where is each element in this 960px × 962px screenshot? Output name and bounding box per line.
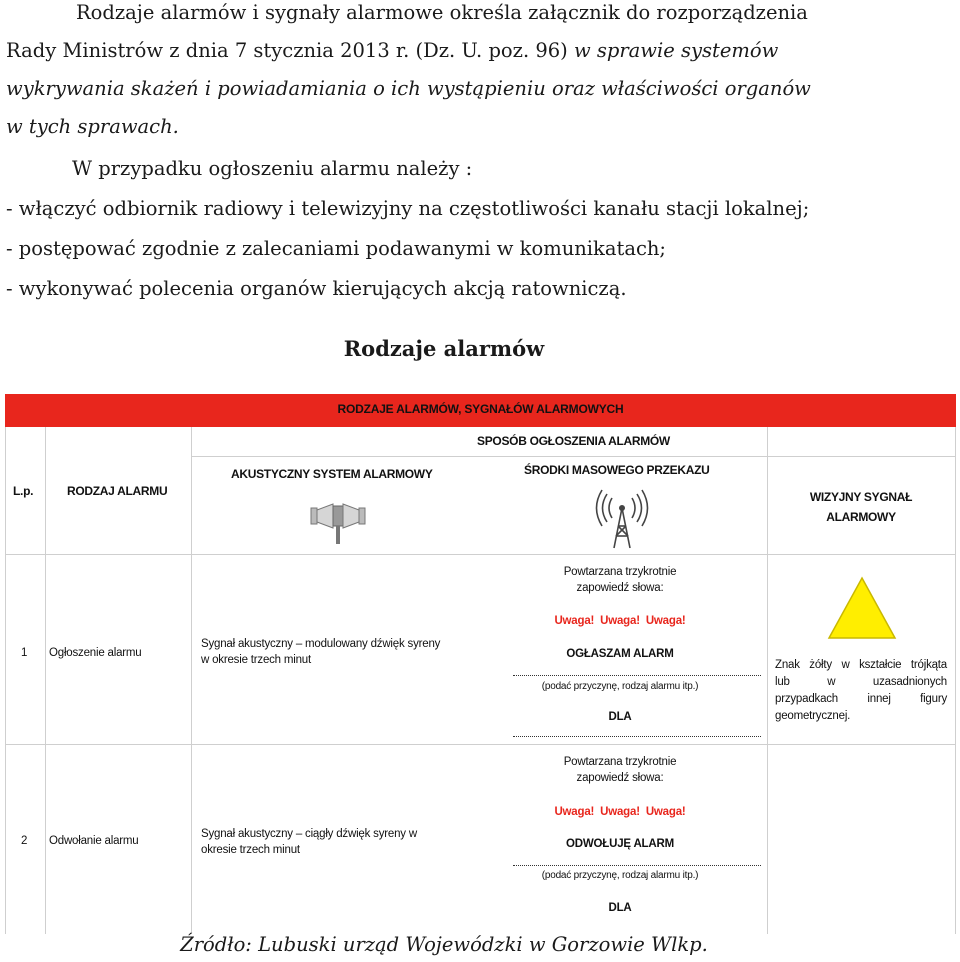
intro-line-1: Rodzaje alarmów i sygnały alarmowe określa załącznik do rozporządzenia — [76, 1, 808, 24]
antenna-icon — [595, 486, 649, 550]
row-2-media-announce: ODWOŁUJĘ ALARM — [566, 838, 674, 850]
row-2-acoustic-2: okresie trzech minut — [201, 844, 300, 856]
row-2-media-warning: Uwaga! Uwaga! Uwaga! — [554, 806, 686, 818]
row-2-lp: 2 — [21, 835, 28, 847]
instruction-item: - włączyć odbiornik radiowy i telewizyjny na częstotliwości kanału stacji lokalnej; — [6, 197, 810, 220]
row-1-media-for: DLA — [608, 711, 632, 723]
row-2-media-line-1: Powtarzana trzykrotnie — [563, 756, 677, 768]
row-1-visual-4: geometrycznej. — [775, 710, 851, 722]
header-lp: L.p. — [13, 484, 34, 498]
row-1-acoustic: Sygnał akustyczny – modulowany dźwięk syreny — [201, 638, 441, 650]
source-caption: Źródło: Lubuski urząd Wojewódzki w Gorzowie Wlkp. — [180, 933, 708, 956]
row-1-type: Ogłoszenie alarmu — [49, 647, 142, 659]
row-2-media-hint: (podać przyczynę, rodzaj alarmu itp.) — [541, 870, 699, 881]
row-2-media-line-2: zapowiedź słowa: — [576, 772, 664, 784]
alarm-table — [5, 394, 956, 934]
row-1-lp: 1 — [21, 647, 28, 659]
header-type: RODZAJ ALARMU — [67, 484, 168, 498]
instructions-heading: W przypadku ogłoszeniu alarmu należy : — [72, 157, 473, 180]
row-2-media-for: DLA — [608, 902, 632, 914]
row-1-visual-1: Znak żółty w kształcie trójkąta — [775, 659, 947, 671]
row-1-media-hint: (podać przyczynę, rodzaj alarmu itp.) — [541, 681, 699, 692]
instruction-item: - wykonywać polecenia organów kierujących akcją ratowniczą. — [6, 277, 627, 300]
header-method: SPOSÓB OGŁOSZENIA ALARMÓW — [477, 434, 670, 448]
warning-triangle-icon — [826, 575, 898, 641]
intro-line-2: Rady Ministrów z dnia 7 stycznia 2013 r. (Dz. U. poz. 96) w sprawie systemów — [6, 39, 779, 62]
instruction-item: - postępować zgodnie z zalecaniami podawanymi w komunikatach; — [6, 237, 667, 260]
section-title: Rodzaje alarmów — [343, 336, 545, 361]
row-1-media-warning: Uwaga! Uwaga! Uwaga! — [554, 615, 686, 627]
intro-line-3: wykrywania skażeń i powiadamiania o ich wystąpieniu oraz właściwości organów — [6, 77, 811, 100]
row-1-media-line-1: Powtarzana trzykrotnie — [563, 566, 677, 578]
header-acoustic: AKUSTYCZNY SYSTEM ALARMOWY — [231, 467, 433, 481]
row-1-media-line-2: zapowiedź słowa: — [576, 582, 664, 594]
header-visual: WIZYJNY SYGNAŁ — [809, 490, 913, 504]
intro-line-4: w tych sprawach. — [6, 115, 179, 138]
row-1-acoustic-2: w okresie trzech minut — [201, 654, 311, 666]
row-1-visual-3: przypadkach innej figury — [775, 693, 947, 705]
table-banner-title: RODZAJE ALARMÓW, SYGNAŁÓW ALARMOWYCH — [337, 402, 624, 416]
row-1-media-announce: OGŁASZAM ALARM — [566, 648, 674, 660]
header-media: ŚRODKI MASOWEGO PRZEKAZU — [524, 463, 710, 477]
row-2-type: Odwołanie alarmu — [49, 835, 139, 847]
siren-icon — [309, 494, 367, 546]
row-2-acoustic: Sygnał akustyczny – ciągły dźwięk syreny w — [201, 828, 417, 840]
row-1-visual-2: lub w uzasadnionych — [775, 676, 947, 688]
header-visual-2: ALARMOWY — [826, 510, 896, 524]
